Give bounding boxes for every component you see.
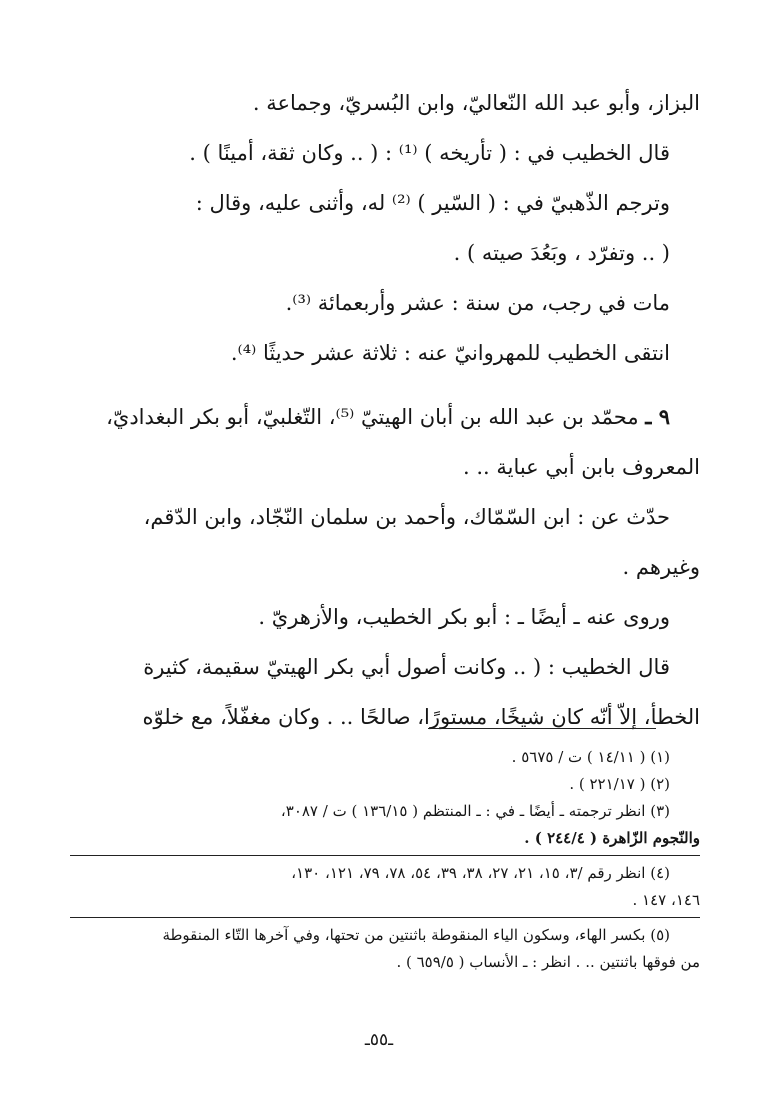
- footnotes: [70, 744, 700, 976]
- footnote-separator: [70, 855, 700, 856]
- footnote-2: (٢) ( ٢٢١/١٧ ) .: [569, 775, 670, 793]
- footnote-5-continued: من فوقها باثنتين .. . انظر : ـ الأنساب ( ٦٥٩/٥ ) .: [396, 953, 700, 971]
- text-line: البزاز، وأبو عبد الله النّعاليّ، وابن البُسريّ، وجماعة .: [252, 91, 700, 115]
- text-line: انتقى الخطيب للمهروانيّ عنه : ثلاثة عشر حديثًا ⁽⁴⁾.: [230, 341, 670, 365]
- main-text: [70, 78, 700, 742]
- text-line: حدّث عن : ابن السّمّاك، وأحمد بن سلمان النّجّاد، وابن الدّقم،: [143, 505, 670, 529]
- text-line: الخطأ، إلاّ أنّه كان شيخًا، مستورًا، صالحًا .. . وكان مغفّلاً، مع خلوّه: [142, 705, 700, 729]
- footnote-5: (٥) بكسر الهاء، وسكون الياء المنقوطة باثنتين من تحتها، وفي آخرها التّاء المنقوطة: [162, 926, 670, 944]
- text-line: وروى عنه ـ أيضًا ـ : أبو بكر الخطيب، والأزهريّ .: [258, 605, 670, 629]
- text-line: وترجم الذّهبيّ في : ( السّير ) ⁽²⁾ له، وأثنى عليه، وقال :: [195, 191, 670, 215]
- page-number: ـ٥٥ـ: [364, 1030, 394, 1050]
- text-line: المعروف بابن أبي عباية .. .: [462, 455, 700, 479]
- footnote-divider: [428, 728, 656, 729]
- text-line: قال الخطيب : ( .. وكانت أصول أبي بكر الهيتيّ سقيمة، كثيرة: [143, 655, 670, 679]
- entry-heading: [70, 392, 700, 442]
- footnote-3: (٣) انظر ترجمته ـ أيضًا ـ في : ـ المنتظم ( ١٣٦/١٥ ) ت / ٣٠٨٧،: [280, 802, 670, 820]
- footnote-4-continued: ١٤٦، ١٤٧ .: [632, 891, 700, 909]
- footnote-4: (٤) انظر رقم /٣، ١٥، ٢١، ٢٧، ٣٨، ٣٩، ٥٤، ٧٨، ٧٩، ١٢١، ١٣٠،: [291, 864, 670, 882]
- footnote-1: (١) ( ١٤/١١ ) ت / ٥٦٧٥ .: [511, 748, 670, 766]
- text-line: قال الخطيب في : ( تأريخه ) ⁽¹⁾ : ( .. وكان ثقة، أمينًا ) .: [189, 141, 670, 165]
- text-line: ( .. وتفرّد ، وبَعُدَ صيته ) .: [453, 241, 670, 265]
- entry-number: ٩ ـ: [645, 404, 670, 429]
- text-line: وغيرهم .: [622, 555, 700, 579]
- entry-name: محمّد بن عبد الله بن أبان الهيتيّ ⁽⁵⁾، التّغلبيّ، أبو بكر البغداديّ،: [106, 405, 646, 429]
- text-line: مات في رجب، من سنة : عشر وأربعمائة ⁽³⁾.: [285, 291, 670, 315]
- footnote-separator: [70, 917, 700, 918]
- footnote-3-continued: والنّجوم الزّاهرة ( ٢٤٤/٤ ) .: [524, 829, 700, 847]
